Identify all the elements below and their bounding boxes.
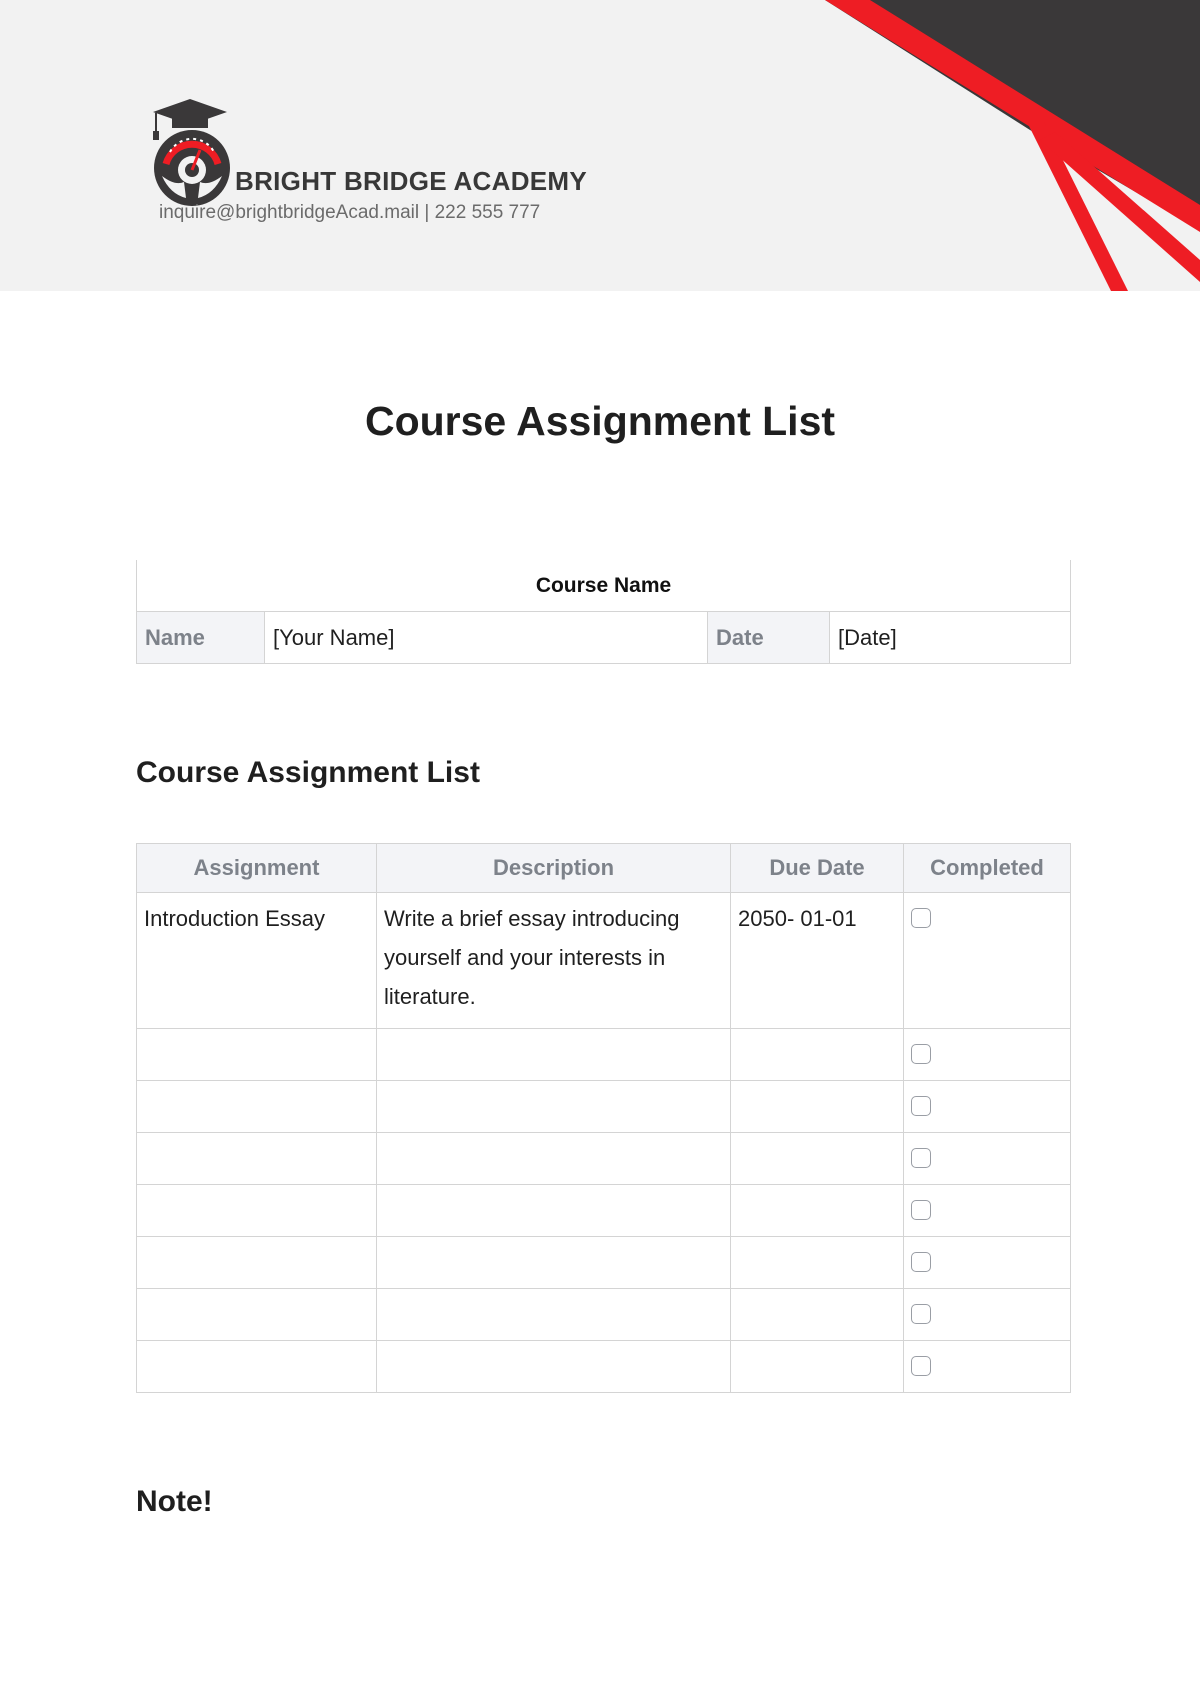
assignment-cell[interactable]	[137, 1341, 377, 1393]
description-cell[interactable]	[377, 1081, 731, 1133]
completed-cell	[904, 1237, 1071, 1289]
due-date-cell[interactable]	[731, 1081, 904, 1133]
completed-checkbox[interactable]	[911, 1044, 931, 1064]
due-date-cell[interactable]	[731, 1029, 904, 1081]
completed-cell	[904, 1029, 1071, 1081]
table-row	[137, 1289, 1071, 1341]
header-band	[0, 0, 1200, 291]
description-cell[interactable]	[377, 1289, 731, 1341]
column-header-description: Description	[377, 844, 731, 893]
course-name-row	[137, 560, 1071, 612]
assignment-cell[interactable]	[137, 1185, 377, 1237]
due-date-cell[interactable]	[731, 1341, 904, 1393]
due-date-cell[interactable]	[731, 1133, 904, 1185]
assignment-table	[136, 843, 1071, 1393]
completed-checkbox[interactable]	[911, 1252, 931, 1272]
document-title: Course Assignment List	[364, 398, 836, 444]
assignment-cell[interactable]	[137, 1029, 377, 1081]
completed-checkbox[interactable]	[911, 1304, 931, 1324]
completed-cell	[904, 1341, 1071, 1393]
section-title: Course Assignment List	[136, 756, 480, 789]
name-label: Name	[137, 612, 265, 664]
due-date-cell[interactable]	[731, 1289, 904, 1341]
assignment-cell[interactable]	[137, 1133, 377, 1185]
column-header-completed: Completed	[904, 844, 1071, 893]
completed-cell	[904, 1185, 1071, 1237]
due-date-cell[interactable]	[731, 1237, 904, 1289]
table-row	[137, 893, 1071, 1029]
table-row	[137, 1081, 1071, 1133]
assignment-cell[interactable]	[137, 1081, 377, 1133]
description-cell[interactable]: Write a brief essay introducing yourself and your interests in literature.	[377, 893, 731, 1029]
name-field[interactable]: [Your Name]	[265, 612, 708, 664]
description-cell[interactable]	[377, 1029, 731, 1081]
description-cell[interactable]	[377, 1341, 731, 1393]
table-row	[137, 1185, 1071, 1237]
column-header-assignment: Assignment	[137, 844, 377, 893]
completed-cell	[904, 1289, 1071, 1341]
completed-checkbox[interactable]	[911, 1200, 931, 1220]
completed-checkbox[interactable]	[911, 1356, 931, 1376]
info-table	[136, 560, 1071, 664]
due-date-cell[interactable]: 2050- 01-01	[731, 893, 904, 1029]
table-row	[137, 1133, 1071, 1185]
table-row	[137, 1237, 1071, 1289]
completed-checkbox[interactable]	[911, 1148, 931, 1168]
due-date-cell[interactable]	[731, 1185, 904, 1237]
description-cell[interactable]	[377, 1185, 731, 1237]
course-name-label: Course Name	[137, 560, 1071, 612]
completed-checkbox[interactable]	[911, 1096, 931, 1116]
name-date-row	[137, 612, 1071, 664]
completed-cell	[904, 1133, 1071, 1185]
assignment-cell[interactable]	[137, 1289, 377, 1341]
date-label: Date	[708, 612, 830, 664]
assignment-cell[interactable]	[137, 1237, 377, 1289]
academy-logo-icon	[150, 98, 236, 208]
table-header-row	[137, 844, 1071, 893]
table-row	[137, 1029, 1071, 1081]
completed-cell	[904, 893, 1071, 1029]
assignment-cell[interactable]: Introduction Essay	[137, 893, 377, 1029]
completed-cell	[904, 1081, 1071, 1133]
table-row	[137, 1341, 1071, 1393]
contact-info: inquire@brightbridgeAcad.mail | 222 555 777	[159, 202, 541, 223]
date-field[interactable]: [Date]	[830, 612, 1071, 664]
note-title: Note!	[136, 1485, 213, 1518]
description-cell[interactable]	[377, 1133, 731, 1185]
column-header-due-date: Due Date	[731, 844, 904, 893]
academy-name: BRIGHT BRIDGE ACADEMY	[235, 166, 588, 196]
completed-checkbox[interactable]	[911, 908, 931, 928]
description-cell[interactable]	[377, 1237, 731, 1289]
